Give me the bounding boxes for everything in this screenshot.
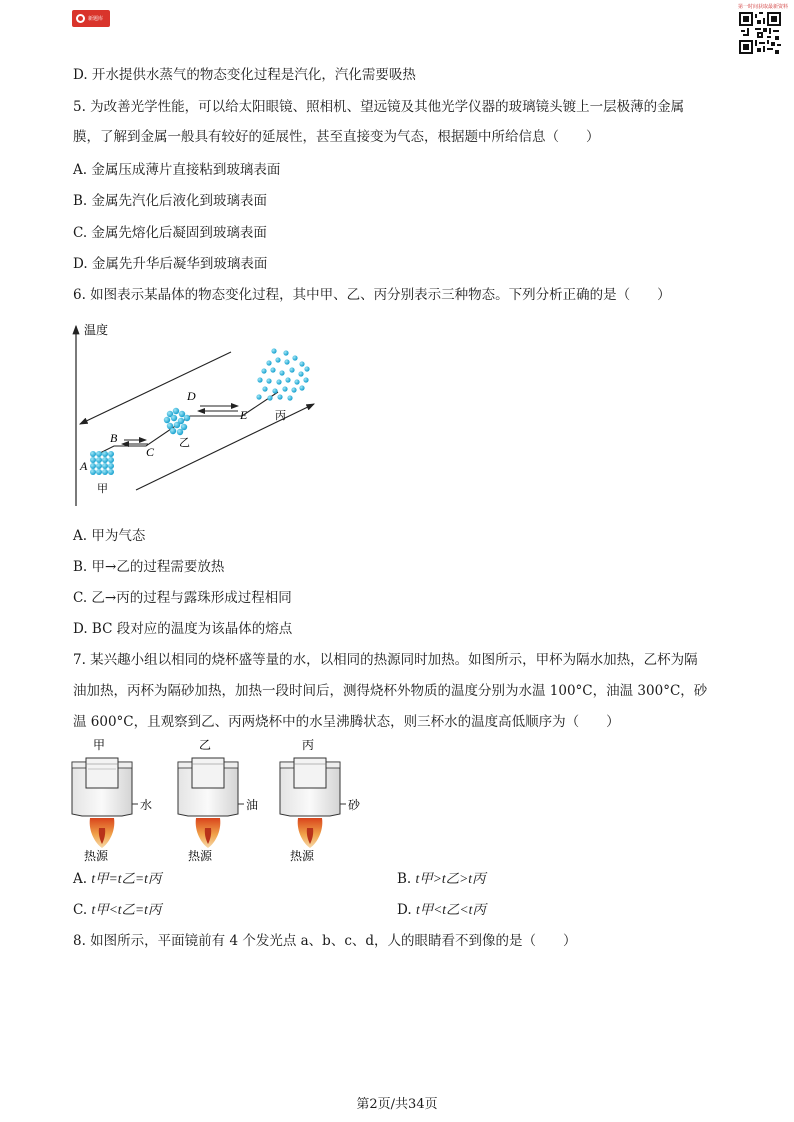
q7-stem-line2: 油加热，丙杯为隔砂加热，加热一段时间后，测得烧杯外物质的温度分别为水温 100°C，油温 300°C，砂 [73,683,708,699]
q5-option-b[interactable]: B. 金属先汽化后液化到玻璃表面 [73,193,268,209]
beaker-bing [280,738,361,863]
label-yi: 乙 [179,436,190,449]
point-e-label: E [240,408,248,422]
point-a-label: A [80,459,88,473]
q7-option-d[interactable]: D. t甲<t乙<t丙 [397,902,486,918]
heat-source-1: 热源 [84,849,109,863]
beaker-yi [178,738,258,863]
beaker-jia-medium: 水 [140,798,153,812]
q4-option-d: D. 开水提供水蒸气的物态变化过程是汽化，汽化需要吸热 [73,67,416,83]
q7-stem-line1: 7. 某兴趣小组以相同的烧杯盛等量的水，以相同的热源同时加热。如图所示，甲杯为隔水加热，乙杯为隔 [73,652,698,668]
q5-option-c[interactable]: C. 金属先熔化后凝固到玻璃表面 [73,225,267,241]
q5-option-d[interactable]: D. 金属先升华后凝华到玻璃表面 [73,256,268,272]
beaker-figure [66,736,366,864]
q5-stem-line2: 膜，了解到金属一般具有较好的延展性，甚至直接变为气态，根据题中所给信息（ ） [73,129,600,145]
qr-code-icon[interactable] [739,12,781,54]
q5-stem-line1: 5. 为改善光学性能，可以给太阳眼镜、照相机、望远镜及其他光学仪器的玻璃镜头镀上一层极薄的金属 [73,99,685,115]
cooling-arrow [80,352,231,424]
logo-icon [76,14,85,23]
q7-option-a[interactable]: A. t甲=t乙=t丙 [73,871,162,887]
page-number: 第2页/共34页 [356,1097,438,1112]
heating-arrow [136,404,314,490]
phase-change-figure [66,318,326,510]
point-d-label: D [187,389,196,403]
q8-stem: 8. 如图所示，平面镜前有 4 个发光点 a、b、c、d，人的眼睛看不到像的是（ ） [73,933,577,949]
q7-option-c[interactable]: C. t甲<t乙=t丙 [73,902,162,918]
q6-option-c[interactable]: C. 乙→丙的过程与露珠形成过程相同 [73,590,292,606]
brand-logo [72,10,110,27]
beaker-jia-label: 甲 [93,738,106,752]
point-b-label: B [110,431,118,445]
gas-particles [256,348,309,400]
q6-option-b[interactable]: B. 甲→乙的过程需要放热 [73,559,225,575]
q7-stem-line3: 温 600°C，且观察到乙、丙两烧杯中的水呈沸腾状态，则三杯水的温度高低顺序为（ ） [73,714,620,730]
qr-caption: 第一时间获取最新资料 [738,4,789,10]
beaker-jia [72,738,152,863]
logo-text: 新题库 [88,16,104,22]
q6-option-d[interactable]: D. BC 段对应的温度为该晶体的熔点 [73,621,293,637]
solid-particles [90,451,114,475]
heat-source-3: 热源 [290,849,315,863]
label-jia: 甲 [97,482,108,495]
heat-source-2: 热源 [188,849,213,863]
point-c-label: C [146,445,155,459]
label-bing: 丙 [275,409,286,422]
beaker-bing-label: 丙 [302,738,315,752]
q6-stem: 6. 如图表示某晶体的物态变化过程，其中甲、乙、丙分别表示三种物态。下列分析正确的是（ ） [73,287,671,303]
y-axis-label: 温度 [84,323,109,337]
beaker-bing-medium: 砂 [348,798,361,812]
q7-option-b[interactable]: B. t甲>t乙>t丙 [397,871,486,887]
beaker-yi-label: 乙 [199,738,212,752]
q5-option-a[interactable]: A. 金属压成薄片直接粘到玻璃表面 [73,162,281,178]
beaker-yi-medium: 油 [246,798,259,812]
q6-option-a[interactable]: A. 甲为气态 [73,528,146,544]
